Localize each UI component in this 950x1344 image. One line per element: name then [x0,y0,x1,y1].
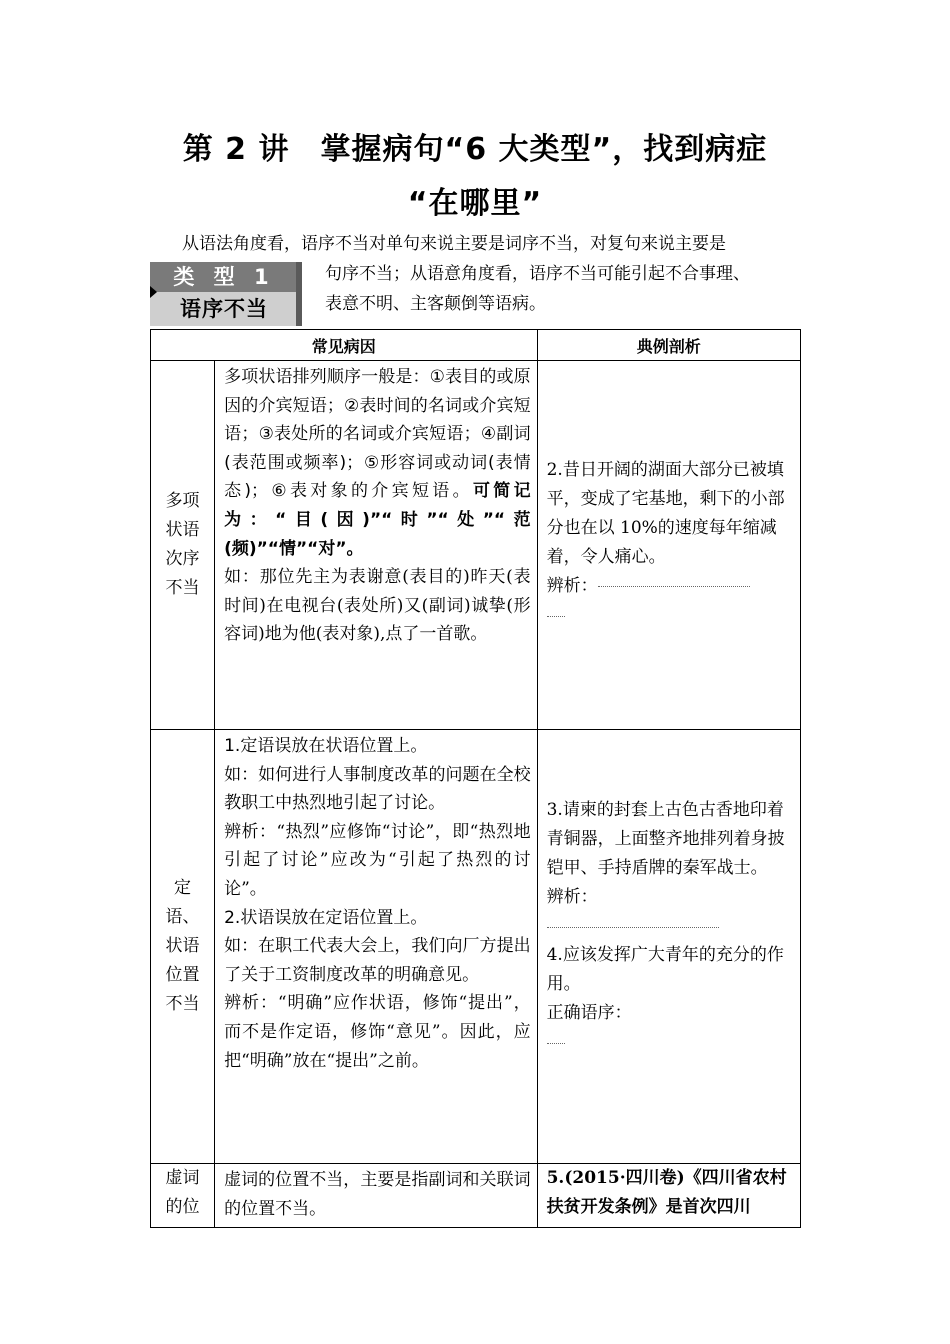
example-cell [537,730,800,1164]
correct-order-label: 正确语序： [546,1003,632,1023]
analysis-label: 辨析： [547,572,794,601]
cause-mnemonic: 可简记为：“目(因)”“时”“处”“范(频)”“情”“对”。 [224,481,531,559]
category-cell [151,730,215,1164]
answer-blank[interactable] [547,912,794,941]
header-example: 典例剖析 [537,330,800,361]
category-label: 虚词的位 [165,1168,200,1217]
badge-type-name: 语序不当 [150,292,298,326]
answer-blank-line2[interactable] [547,601,794,630]
cause-cell [215,361,538,730]
cause-example: 如：那位先主为表谢意(表目的)昨天(表时间)在电视台(表处所)又(副词)诚挚(形容词)地为他(表对象),点了一首歌。 [224,567,531,645]
cause-paragraph: 多项状语排列顺序一般是：①表目的或原因的介宾短语；②表时间的名词或介宾短语；③表处所的名词或介宾短语；④副词(表范围或频率)；⑤形容词或动词(表情态)；⑥表对象的介宾短语。可简记为：“目(因)”“时”“处”“范(频)”“情”“对”。 [224,367,531,559]
category-cell [151,361,215,730]
cause-cell [215,730,538,1164]
header-cause: 常见病因 [151,330,538,361]
answer-blank[interactable] [598,585,750,587]
badge-type-label: 类 型 1 [150,262,298,292]
example-sentence: 4.应该发挥广大青年的充分的作用。 [546,945,784,994]
category-label: 多项状语次序不当 [165,491,200,598]
example-sentence: 3.请柬的封套上古色古香地印着青铜器，上面整齐地排列着身披铠甲、手持盾牌的秦军战士。 [546,800,785,878]
cause-paragraph: 虚词的位置不当，主要是指副词和关联词的位置不当。 [224,1170,531,1219]
cause-example: 如：在职工代表大会上，我们向厂方提出了关于工资制度改革的明确意见。 [224,936,531,985]
cause-cell [215,1164,538,1228]
answer-blank[interactable] [547,1028,794,1057]
type-badge [150,262,302,326]
intro-text-line2: 句序不当；从语意角度看，语序不当可能引起不合事理、 [325,264,750,284]
table-row [151,730,801,1164]
cause-analysis: 辨析：“明确”应作状语，修饰“提出”，而不是作定语，修饰“意见”。因此，应把“明确”放在“提出”之前。 [224,993,531,1071]
badge-shadow [296,262,302,326]
cause-example: 如：如何进行人事制度改革的问题在全校教职工中热烈地引起了讨论。 [224,764,531,814]
badge-arrow-icon [150,286,157,298]
table-header-row [151,330,801,361]
category-cell [151,1164,215,1228]
page-title: 第 2 讲 掌握病句“6 大类型”，找到病症 [182,132,768,167]
cause-heading: 1.定语误放在状语位置上。 [224,736,428,756]
page-title-line2: “在哪里” [407,186,543,221]
intro-text-line3: 表意不明、主客颠倒等语病。 [325,294,546,314]
intro-text-line1: 从语法角度看，语序不当对单句来说主要是词序不当，对复句来说主要是 [182,234,726,254]
table-row [151,361,801,730]
example-sentence: 2.昔日开阔的湖面大部分已被填平，变成了宅基地，剩下的小部分也在以 10%的速度每年缩减着，令人痛心。 [546,460,785,567]
table-row [151,1164,801,1228]
cause-analysis: 辨析：“热烈”应修饰“讨论”，即“热烈地引起了讨论”应改为“引起了热烈的讨论”。 [224,821,531,899]
cause-heading: 2.状语误放在定语位置上。 [224,907,428,928]
analysis-label: 辨析： [546,887,598,907]
example-cell [537,1164,800,1228]
example-sentence: 5.(2015·四川卷)《四川省农村扶贫开发条例》是首次四川 [546,1168,787,1217]
category-label: 定语、状语位置不当 [165,878,200,1014]
example-cell [537,361,800,730]
error-type-table [150,329,801,1228]
